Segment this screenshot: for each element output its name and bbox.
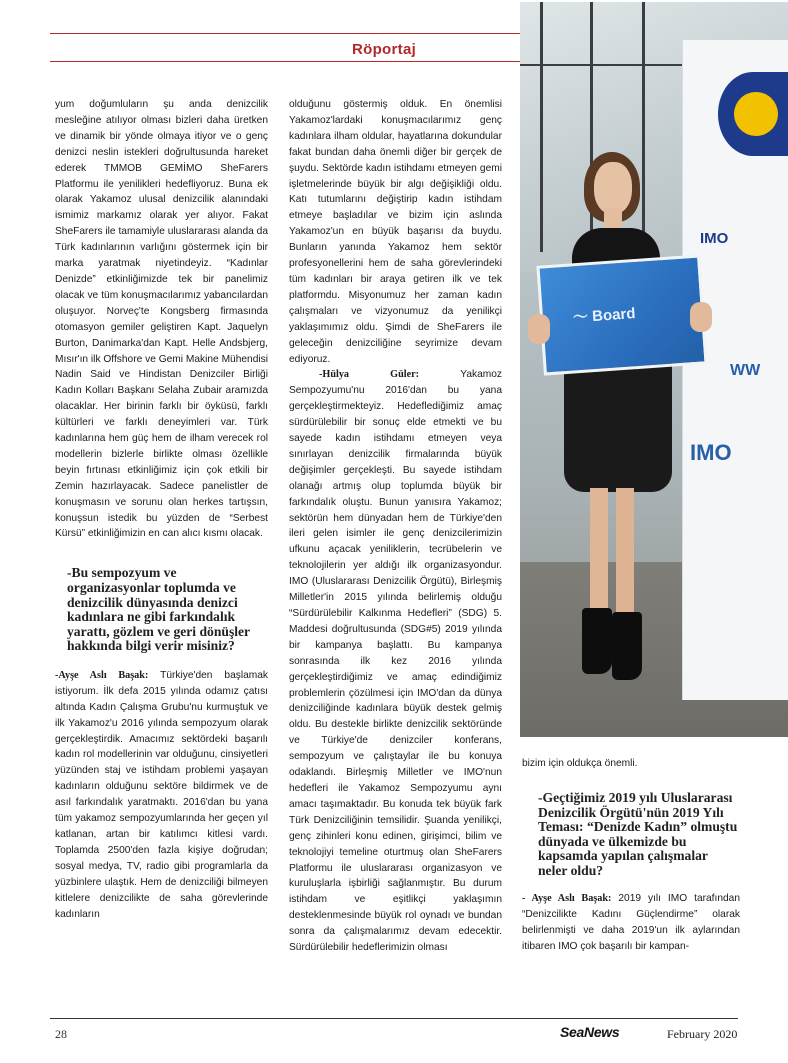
header-rule-top: [50, 33, 520, 34]
person-leg: [616, 488, 634, 618]
answer-text: Türkiye'den başlamak istiyorum. İlk defa 2015 yılında odamız çatısı altında Kadın Çalışma Grubu'nu kurmuştuk ve ilk Yakamoz'u 2016 yılında sempozyum olarak gerçekleştirdik. Amacımız sektördeki başarılı kadın rol modellerinin var olduğunu, cinsiyetleri yüzünden staj ve istihdam problemi yaşayan kadınların olduğunu sektöre bildirmek ve de asıl farkındalık yaratmaktı. 2016'dan bu yana tüm yakamoz sempozyumlarında her geçen yıl katlanan, artan bir katılımcı kitlesi vardı. Toplamda 2500'den fazla kişiye doğrudan; sosyal medya, TV, radio gibi programlarla da yüzbinlere ulaştık. Hem de denizciliği bilmeyen kitlelere denizcilikte de saha görevlerinde kadınların: [55, 669, 269, 920]
speaker-name: -Ayşe Aslı Başak:: [55, 669, 149, 681]
sign-board-graphic: ～ Board: [572, 305, 637, 327]
photo-window-frame: [520, 64, 690, 66]
text-column-3: [522, 756, 740, 955]
banner-imo-logo: IMO: [690, 440, 732, 465]
answer-text: Yakamoz Sempozyumu'nu 2016'dan bu yana gerçekleştirmekteyiz. Hedeflediğimiz amaç sürdürülebilir bir sonuç elde etmekti ve bu sayede kadın istihdamı etmeyen veya sınırlayan denizcilik firmalarında büyük değişimler gerçekleşti. Bu sayede istihdam olanağı artmış olup toplumda büyük bir farkındalık oluştu. Bunun yanısıra Yakamoz; sektörün hem dünyadan hem de Türkiye'den ileri gelen isimler ile genç denizcilerimizin ufkunu açacak yeniliklerin, tecrübelerin ve teknolojilerin yer aldığı ilk organizasyondur. IMO (Uluslararası Denizcilik Örgütü), Birleşmiş Milletler'in 2015 yılında belirlemiş olduğu “Sürdürülebilir Kalkınma Hedefleri” (SDG) 5. Maddesi doğrultusunda (SDG#5) 2019 yılında bir kampanya başlattı. Bu kampanya sonrasında ilk kez 2016 yılında gerçekleştirdiğimiz ve amaç edindiğimiz problemlerin çözülmesi için IMO'dan da dünya denizciliğinde kadınlara büyük destek gelmiş oldu. Bu destekle birlikte denizcilik sektöründe ve Türkiye'de denizciler konferans, sempozyum ve çalıştaylar ile bu konuya odaklandı. Birleşmiş Milletler ve IMO'nun hedefleri ile Yakamoz Sempozyumu aynı amacı taşımaktadır. Bu konuda tek büyük fark Türk Denizciliğinin temsilidir. Şuanda yenilikçi, genç zihinleri konu edinen, girişimci, bilim ve teknolojiyi temeline oturtmuş olan SheFarers Platformu ile uluslararası organizasyon ve kuruluşlarla işbirliği sağlanmıştır. Bu durum istihdam ve eşitlikçi yaklaşımın desteklenmesinde büyük rol oynadı ve bundan sonra da çalışmalarımız devam edecektir. Sürdürülebilir hedeflerimizin olması: [289, 369, 503, 954]
header-rule-bottom: [50, 61, 520, 62]
paragraph: [522, 891, 740, 955]
issue-date: February 2020: [667, 1027, 738, 1041]
photo-window-frame: [642, 2, 645, 252]
person-boot: [582, 608, 612, 674]
person-boot: [612, 612, 642, 680]
text-column-1: [55, 97, 268, 922]
magazine-logo: SeaNews: [560, 1024, 620, 1040]
paragraph: [55, 668, 268, 923]
person-hand: [528, 314, 550, 344]
speaker-name: -Hülya Güler:: [319, 369, 420, 381]
answer-text: 2019 yılı IMO tarafından “Denizcilikte Kadını Güçlendirme” olarak belirlenmişti ve daha 2019'un ilk aylarından itibaren IMO çok başarılı bir kampan-: [522, 893, 740, 953]
photo-window-frame: [540, 2, 543, 252]
paragraph: olduğunu göstermiş olduk. En önemlisi Yakamoz'lardaki konuşmacılarımız genç kadınlara ilham oldular, hayatlarına dokundular fakat bundan daha önemli diğer bir gerçek de şuydu. Sektörde kadın istihdamı etmeyen gemi işletmelerinde büyük bir algı değişikliği oldu. Katı tutumlarını değiştirip kadın istihdam etmeye başladılar ve bizim için aslında Yakamoz'un en büyük başarısı da buydu. Bunların yanında Yakamoz hem sektör profesyonellerini hem de saha görevlerindeki tüm kadınları bir araya getiren ilk ve tek platformdu. Misyonumuz her zaman kadın çalışmaları ve vizyonumuz da yenilikçi yaklaşımımız oldu. Şimdi de SheFarers ile geleceğin denizciliğine seyrimize devam ediyoruz.: [289, 99, 502, 365]
person-hand: [690, 302, 712, 332]
person-leg: [590, 488, 608, 618]
paragraph: [289, 367, 502, 956]
person-face: [594, 162, 632, 214]
section-title: Röportaj: [352, 41, 417, 58]
photo-sign-board: [536, 254, 707, 375]
chamber-logo-emblem: [734, 92, 778, 136]
footer-rule: [50, 1018, 738, 1019]
page-number: 28: [55, 1027, 67, 1041]
paragraph: bizim için oldukça önemli.: [522, 758, 638, 769]
paragraph: yum doğumluların şu anda denizcilik mesleğine atılıyor olması bizleri daha üretken ve dinamik bir yönde olmaya itiyor ve o genç denizci neslin istekleri doğrultusunda hareket ederek TMMOB GEMİMO SheFarers Platformu ile yenilikleri hedefliyoruz. Buna ek olarak Yakamoz ulusal denizcilik alanındaki ismimiz markamız olarak yer alıyor. Fakat SheFarers ile tamamiyle uluslararası alanda da Türk kadınlarının varlığını göstermek için bir marka yaratmak niyetindeyiz. “Kadınlar Denizde” etkinliğimizde tek bir panelimiz olacak ve tüm konuşmacılarımız yabancılardan oluşuyor. Norveç'te Kongsberg firmasında otomasyon gemiler geliştiren Kapt. Jaquelyn Burton, Danimarka'dan Kapt. Helle Andsbjerg, Mısır'ın ilk Offshore ve Gemi Makine Mühendisi Nadin Said ve Hindistan Denizciler Birliği Kadın Kolları Başkanı Selaha Zubair aramızda olacaklar. Her birinin farklı bir öyküsü, farklı kültürleri ve farklı deneyimleri var. Türk kadınlarına hem güç hem de ilham verecek rol modellerin bizlerle birlikte olması özellikle beyin fırtınası etkinliğimiz için çok etkili bir Zemin hazırlayacak. Sadece panelistler de konuşmasın ve sorunu olan herkes tartışsın, konuşsun istedik bu yüzden de “Serbest Kürsü” etkinliğimizin en can alıcı kısmı olacak.: [55, 99, 268, 540]
interview-photo: [520, 2, 788, 737]
interview-question: -Geçtiğimiz 2019 yılı Uluslararası Denizcilik Örgütü'nün 2019 Yılı Teması: “Denizde Kadın” olmuştu dünyada ve ülkemizde bu kapsamda yapılan çalışmalar neler oldu?: [538, 789, 738, 878]
speaker-name: - Ayşe Aslı Başak:: [522, 893, 612, 905]
text-column-2: [289, 97, 502, 956]
banner-wmu-logo: WW: [730, 362, 761, 379]
banner-imo-events-logo: IMO: [700, 230, 729, 247]
interview-question: -Bu sempozyum ve organizasyonlar toplumda ve denizcilik dünyasında denizci kadınlara ne gibi farkındalık yarattı, gözlem ve geri dönüşler hakkında bilgi verir misiniz?: [67, 565, 250, 654]
